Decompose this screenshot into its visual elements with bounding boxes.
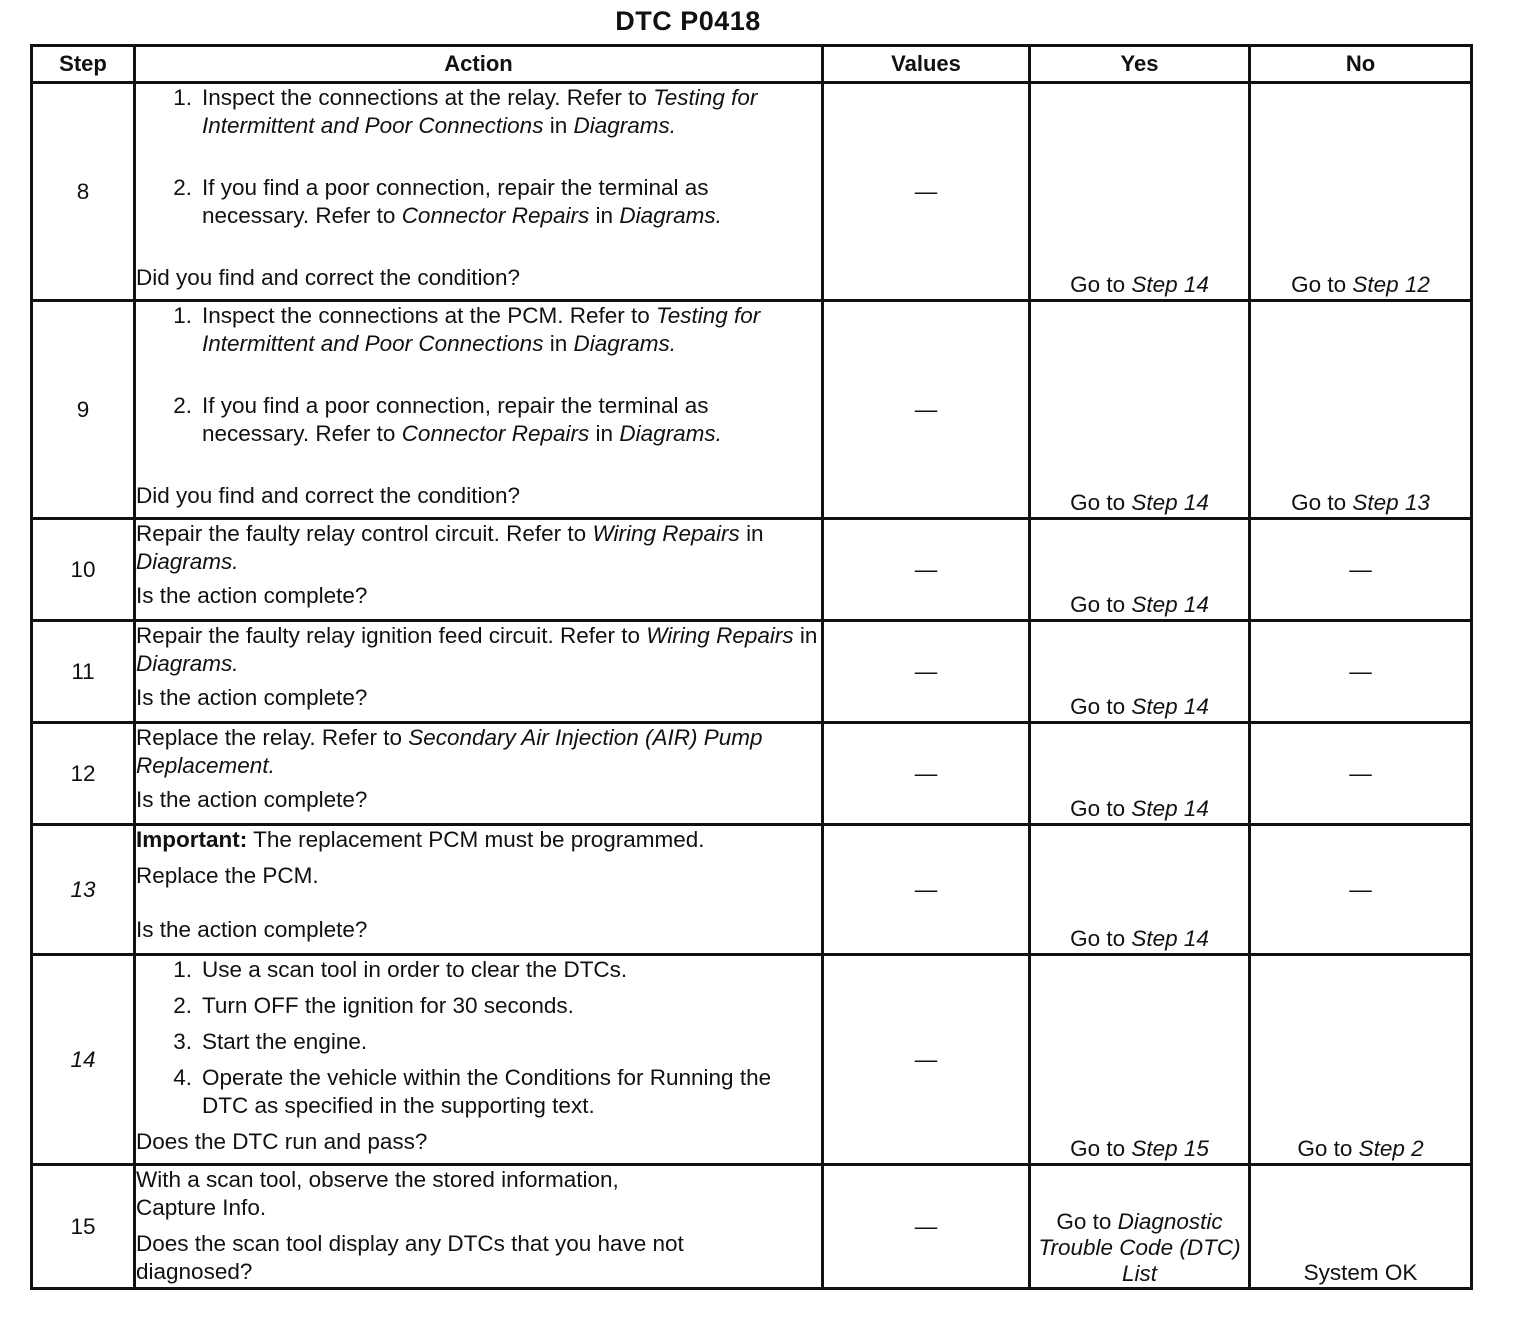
no-cell: System OK [1250, 1165, 1472, 1289]
page-title: DTC P0418 [615, 6, 761, 36]
action-text: Replace the relay. Refer to Secondary Air Injection (AIR) Pump Replacement. [136, 725, 763, 778]
header-action: Action [135, 46, 823, 83]
question-text: Is the action complete? [136, 917, 368, 942]
no-cell: — [1250, 621, 1472, 723]
question-text: Is the action complete? [136, 583, 368, 608]
no-cell: — [1250, 519, 1472, 621]
step-number: 11 [32, 621, 135, 723]
action-text: Repair the faulty relay control circuit. Refer to Wiring Repairs in Diagrams. [136, 521, 764, 574]
action-cell [135, 519, 823, 621]
table-row [32, 621, 1472, 723]
header-values: Values [823, 46, 1030, 83]
values-cell: — [823, 955, 1030, 1165]
question-text: Did you find and correct the condition? [136, 483, 520, 508]
action-cell [135, 83, 823, 301]
action-cell [135, 301, 823, 519]
table-row [32, 519, 1472, 621]
table-row [32, 301, 1472, 519]
action-cell [135, 1165, 823, 1289]
action-text: With a scan tool, observe the stored information, Capture Info. [136, 1167, 619, 1220]
list-item: 2. Turn OFF the ignition for 30 seconds. [173, 993, 574, 1018]
values-cell: — [823, 825, 1030, 955]
table-row [32, 825, 1472, 955]
list-item: 1. Use a scan tool in order to clear the DTCs. [173, 957, 628, 982]
list-item: 1. Inspect the connections at the PCM. Refer to Testing for Intermittent and Poor Connections in Diagrams. [173, 303, 761, 356]
table-row [32, 955, 1472, 1165]
header-row [32, 46, 1472, 83]
question-text: Is the action complete? [136, 685, 368, 710]
list-item: 1. Inspect the connections at the relay. Refer to Testing for Intermittent and Poor Connections in Diagrams. [173, 85, 758, 138]
action-cell [135, 621, 823, 723]
header-yes: Yes [1030, 46, 1250, 83]
values-cell: — [823, 83, 1030, 301]
step-number: 9 [32, 301, 135, 519]
header-no: No [1250, 46, 1472, 83]
yes-cell: Go to Step 14 [1030, 301, 1250, 519]
step-number: 12 [32, 723, 135, 825]
list-item: 2. If you find a poor connection, repair the terminal as necessary. Refer to Connector Repairs in Diagrams. [173, 175, 722, 228]
step-number: 14 [32, 955, 135, 1165]
list-item: 4. Operate the vehicle within the Conditions for Running the DTC as specified in the supporting text. [173, 1065, 772, 1118]
action-cell [135, 723, 823, 825]
no-cell: — [1250, 825, 1472, 955]
table-row [32, 723, 1472, 825]
no-cell: — [1250, 723, 1472, 825]
table-row [32, 1165, 1472, 1289]
important-note: Important: The replacement PCM must be programmed. [136, 827, 705, 852]
step-number: 10 [32, 519, 135, 621]
list-item: 2. If you find a poor connection, repair the terminal as necessary. Refer to Connector Repairs in Diagrams. [173, 393, 722, 446]
no-cell: Go to Step 2 [1250, 955, 1472, 1165]
yes-cell: Go to Diagnostic Trouble Code (DTC) List [1030, 1165, 1250, 1289]
values-cell: — [823, 519, 1030, 621]
question-text: Is the action complete? [136, 787, 368, 812]
header-step: Step [32, 46, 135, 83]
action-cell [135, 825, 823, 955]
action-text: Replace the PCM. [136, 863, 319, 888]
values-cell: — [823, 301, 1030, 519]
values-cell: — [823, 1165, 1030, 1289]
yes-cell: Go to Step 14 [1030, 621, 1250, 723]
yes-cell: Go to Step 15 [1030, 955, 1250, 1165]
no-cell: Go to Step 13 [1250, 301, 1472, 519]
list-item: 3. Start the engine. [173, 1029, 368, 1054]
question-text: Does the scan tool display any DTCs that you have not diagnosed? [136, 1231, 684, 1284]
step-number: 8 [32, 83, 135, 301]
yes-cell: Go to Step 14 [1030, 519, 1250, 621]
values-cell: — [823, 723, 1030, 825]
step-number: 13 [32, 825, 135, 955]
action-text: Repair the faulty relay ignition feed circuit. Refer to Wiring Repairs in Diagrams. [136, 623, 818, 676]
action-cell [135, 955, 823, 1165]
diagnostic-table [30, 44, 1473, 1290]
question-text: Does the DTC run and pass? [136, 1129, 428, 1154]
table-row [32, 83, 1472, 301]
yes-cell: Go to Step 14 [1030, 825, 1250, 955]
no-cell: Go to Step 12 [1250, 83, 1472, 301]
yes-cell: Go to Step 14 [1030, 83, 1250, 301]
step-number: 15 [32, 1165, 135, 1289]
values-cell: — [823, 621, 1030, 723]
yes-cell: Go to Step 14 [1030, 723, 1250, 825]
question-text: Did you find and correct the condition? [136, 265, 520, 290]
